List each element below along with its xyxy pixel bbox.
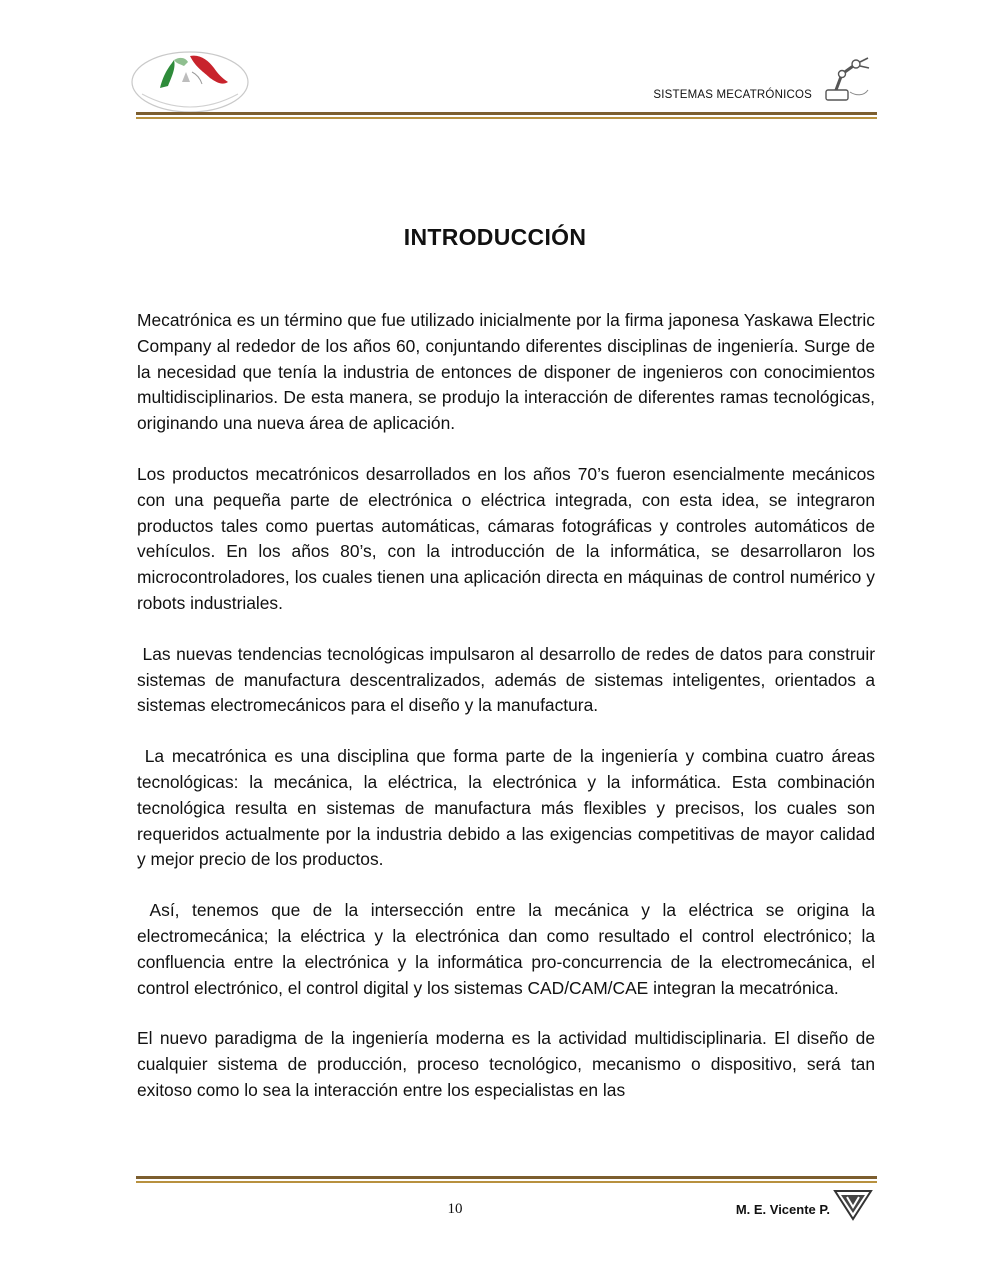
- header-title: SISTEMAS MECATRÓNICOS: [653, 89, 812, 101]
- page-number: 10: [447, 1201, 463, 1217]
- footer-divider: [136, 1176, 877, 1186]
- paragraph: Las nuevas tendencias tecnológicas impulsaron al desarrollo de redes de datos para construir sistemas de manufactura descentralizados, además de sistemas inteligentes, orientados a sistemas electromecánicos para el diseño y la manufactura.: [137, 643, 880, 716]
- robot-arm-icon: [816, 52, 876, 106]
- mexico-map-logo-icon: [130, 42, 250, 116]
- header-logo: [130, 42, 250, 116]
- institute-shield-icon: [833, 1187, 873, 1221]
- author-name: M. E. Vicente P.: [735, 1202, 830, 1217]
- paragraph: Los productos mecatrónicos desarrollados en los años 70’s fueron esencialmente mecánicos con una pequeña parte de electrónica o eléctrica integrada, con esta idea, se integraron productos tales como puertas automáticas, cámaras fotográficas y controles automáticos de vehículos. En los años 80’s, con la introducción de la informática, se desarrollaron los microcontroladores, los cuales tienen una aplicación directa en máquinas de control numérico y robots industriales.: [137, 463, 880, 613]
- paragraph: Mecatrónica es un término que fue utilizado inicialmente por la firma japonesa Yaskawa Electric Company al rededor de los años 60, conjuntando diferentes disciplinas de ingeniería. Surge de la necesidad que tenía la industria de entonces de disponer de ingenieros con conocimientos multidisciplinarios. De esta manera, se produjo la interacción de diferentes ramas tecnológicas, originando una nueva área de aplicación.: [137, 310, 880, 434]
- header-divider: [136, 112, 877, 122]
- body-text: [137, 308, 880, 1129]
- page-title: INTRODUCCIÓN: [403, 224, 587, 250]
- paragraph: Así, tenemos que de la intersección entre la mecánica y la eléctrica se origina la electromecánica; la eléctrica y la electrónica dan como resultado el control electrónico; la confluencia entre la electrónica y la informática pro-concurrencia de la electromecánica, el control electrónico, el control digital y los sistemas CAD/CAM/CAE integran la mecatrónica.: [137, 900, 880, 998]
- paragraph: El nuevo paradigma de la ingeniería moderna es la actividad multidisciplinaria. El diseño de cualquier sistema de producción, proceso tecnológico, mecanismo o dispositivo, será tan exitoso como lo sea la interacción entre los especialistas en las: [137, 1028, 880, 1100]
- paragraph: La mecatrónica es una disciplina que forma parte de la ingeniería y combina cuatro áreas tecnológicas: la mecánica, la eléctrica, la electrónica y la informática. Esta combinación tecnológica resulta en sistemas de manufactura más flexibles y precisos, los cuales son requeridos actualmente por la industria debido a las exigencias competitivas de mayor calidad y mejor precio de los productos.: [137, 746, 880, 870]
